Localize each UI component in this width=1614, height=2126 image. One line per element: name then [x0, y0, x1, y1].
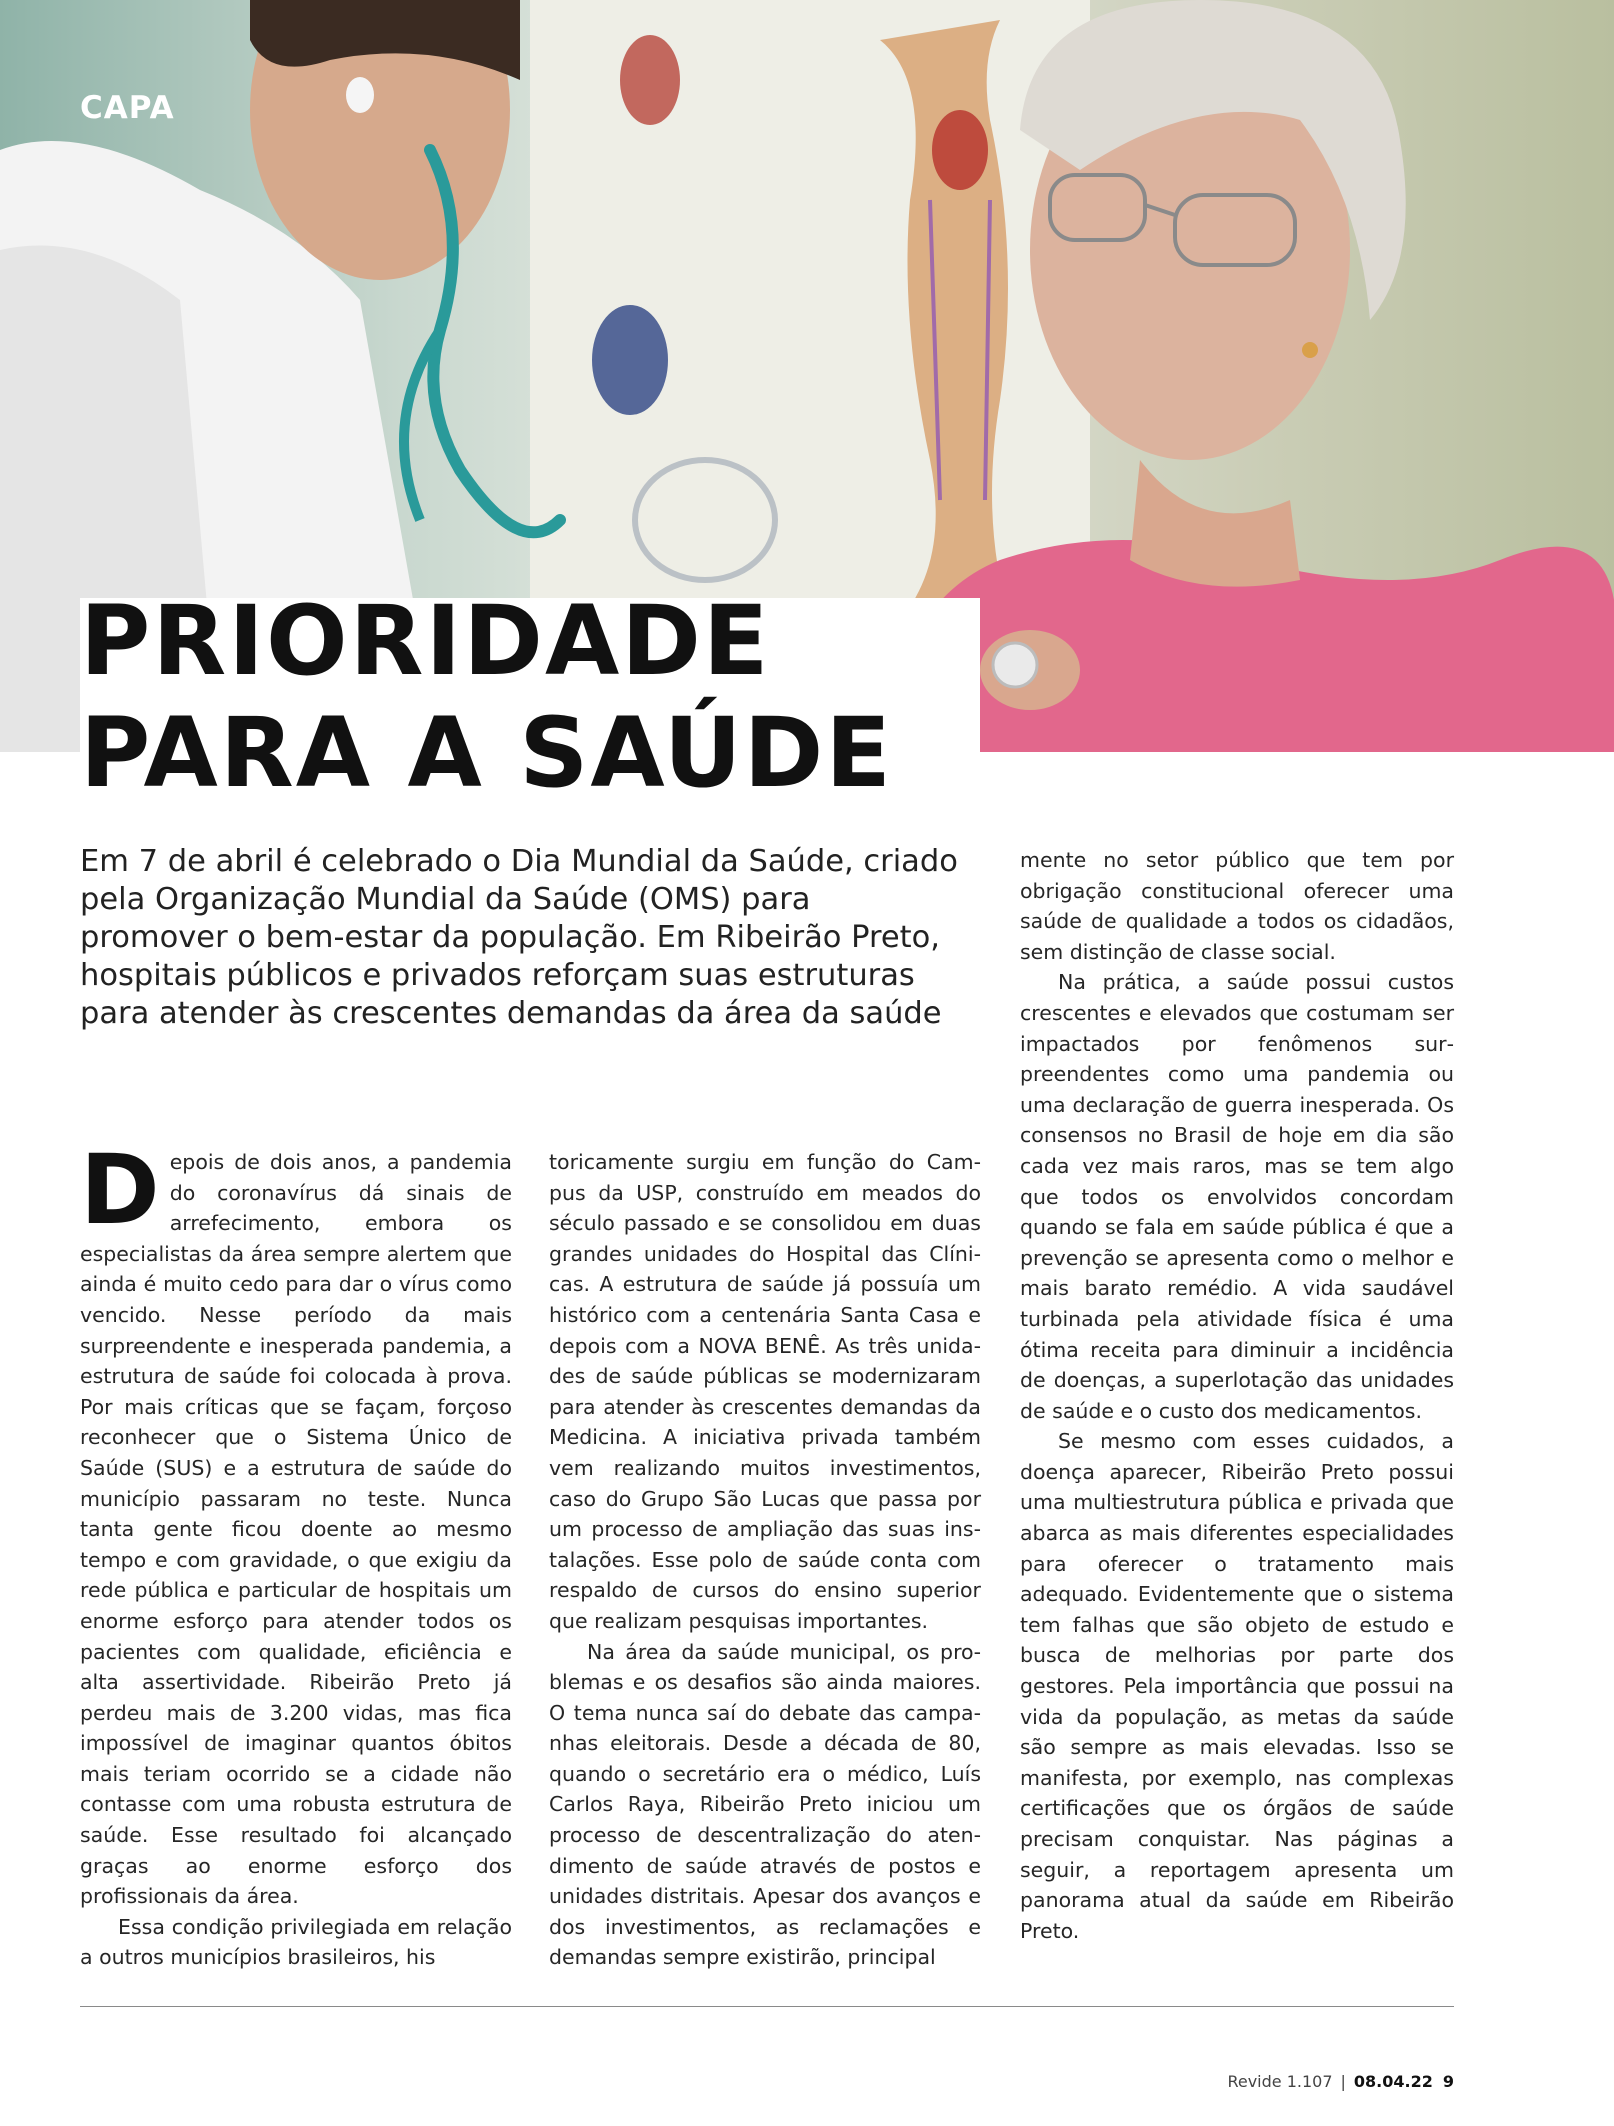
- page-title-line-2: PARA A SAÚDE: [80, 697, 893, 809]
- page-title: [80, 585, 893, 809]
- article-column-3: [1020, 845, 1454, 1946]
- footer-separator: |: [1340, 2072, 1346, 2091]
- article-paragraph: Essa condição privilegiada em relação a outros municípios brasileiros, his: [80, 1914, 512, 1970]
- footer-divider: [80, 2006, 1454, 2007]
- magazine-issue: Revide 1.107: [1227, 2072, 1333, 2091]
- article-paragraph: mente no setor público que tem por obrigação constitucional oferecer uma saúde de qualidade a todos os cidadãos, sem distinção de classe social.: [1020, 848, 1454, 964]
- article-column-2: [549, 1147, 981, 1973]
- section-tag: CAPA: [80, 90, 175, 126]
- drop-cap: D: [80, 1134, 160, 1246]
- article-paragraph: toricamente surgiu em função do Campus da USP, construído em meados do século passado e se consolidou em duas grandes unidades do Hospital das Clínicas. A estrutura de saúde já possuía um histórico com a centenária Santa Casa e depois com a NOVA BENÊ. As três unidades de saúde públicas se modernizaram para atender às crescentes demandas da Medicina. A iniciativa privada também vem realizando muitos investimentos, caso do Grupo São Lucas que passa por um processo de ampliação das suas instalações. Esse polo de saúde conta com respaldo de cursos do ensino superior que realizam pesquisas importantes.: [549, 1150, 981, 1633]
- page-footer: [1227, 2072, 1454, 2091]
- page-title-line-1: PRIORIDADE: [80, 585, 771, 697]
- lead-paragraph: Em 7 de abril é celebrado o Dia Mundial da Saúde, criado pela Organização Mundial da Saúde (OMS) para promover o bem-estar da população. Em Ribeirão Preto, hospitais públicos e privados reforçam suas estruturas para atender às crescentes demandas da área da saúde: [80, 844, 958, 1031]
- article-column-1: [80, 1134, 512, 1973]
- page-number: 9: [1442, 2072, 1454, 2091]
- article-paragraph: Na prática, a saúde possui custos crescentes e elevados que costumam ser impactados por fenômenos surpreendentes como uma pandemia ou uma declaração de guerra inesperada. Os consensos no Brasil de hoje em dia são cada vez mais raros, mas se tem algo que todos os envolvidos concordam quando se fala em saúde pública é que a prevenção se apresenta como o melhor e mais barato remédio. A vida saudável turbinada pela atividade física é uma ótima receita para diminuir a incidência de doenças, a superlotação das unidades de saúde e o custo dos medicamentos.: [1020, 970, 1454, 1423]
- article-paragraph: Na área da saúde municipal, os problemas e os desafios são ainda maiores. O tema nunca saí do debate das campanhas eleitorais. Desde a década de 80, quando o secretário era o médico, Luís Carlos Raya, Ribeirão Preto iniciou um processo de descentralização do atendimento de saúde através de postos e unidades distritais. Apesar dos avanços e dos investimentos, as reclamações e demandas sempre existirão, principal: [549, 1639, 981, 1970]
- article-paragraph: [80, 1134, 512, 1912]
- issue-date: 08.04.22: [1353, 2072, 1433, 2091]
- article-paragraph: Se mesmo com esses cuidados, a doença aparecer, Ribeirão Preto possui uma multiestrutura pública e privada que abarca as mais diferentes especialidades para oferecer o tratamento mais adequado. Evidentemente que o sistema tem falhas que são objeto de estudo e busca de melhorias por parte dos gestores. Pela importância que possui na vida da população, as metas da saúde são sempre as mais elevadas. Isso se manifesta, por exemplo, nas complexas certificações que os órgãos de saúde precisam conquistar. Nas páginas a seguir, a reportagem apresenta um panorama atual da saúde em Ribeirão Preto.: [1020, 1429, 1454, 1943]
- article-paragraph-text: epois de dois anos, a pandemia do coronavírus dá sinais de arrefecimento, embora os especialistas da área sempre alertem que ainda é muito cedo para dar o vírus como vencido. Nesse período da mais surpreendente e inesperada pandemia, a estrutura de saúde foi colocada à prova. Por mais críticas que se façam, forçoso reconhecer que o Sistema Único de Saúde (SUS) e a estrutura de saúde do município passaram no teste. Nunca tanta gente ficou doente ao mesmo tempo e com gravidade, o que exigiu da rede pública e particular de hospitais um enorme esforço para atender todos os pacientes com qualidade, eficiência e alta assertividade. Ribeirão Preto já perdeu mais de 3.200 vidas, mas fica impossível de imaginar quantos óbitos mais teriam ocorrido se a cidade não contasse com uma robusta estrutura de saúde. Esse resultado foi alcançado graças ao enorme esforço dos profissionais da área.: [80, 1150, 512, 1909]
